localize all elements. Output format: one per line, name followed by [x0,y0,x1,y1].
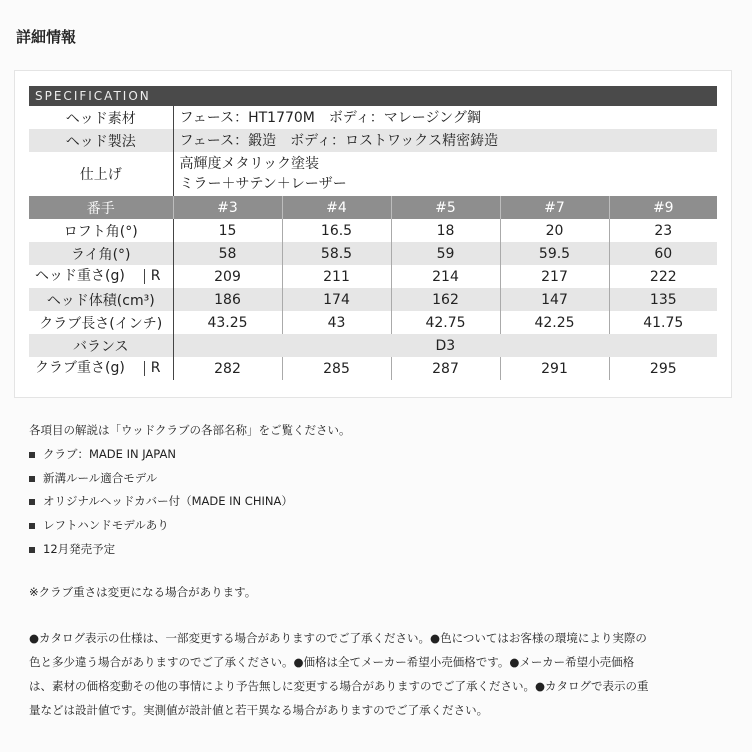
lie-cell: 60 [609,242,717,265]
bullet-item [29,446,176,462]
head-material-label: ヘッド素材 [29,106,173,129]
head-weight-cell: 209 [173,265,282,288]
club-length-cell: 41.75 [643,314,684,331]
loft-cell: 16.5 [282,219,391,242]
club-length-cell: 42.25 [500,311,609,334]
bullet-item [29,517,169,533]
disclaimer-line: ●カタログ表示の仕様は、一部変更する場合がありますのでご了承ください。●色についてはお客様の環境により実際の [29,631,647,645]
number-cell: #9 [609,196,717,219]
bullet-text: クラブ：MADE IN JAPAN [43,447,176,461]
club-length-cell: 42.75 [391,311,500,334]
head-volume-row [29,288,717,311]
page-title: 詳細情報 [16,28,77,46]
balance-value: D3 [173,334,717,357]
head-weight-cell: 211 [282,265,391,288]
head-weight-cell: 214 [391,265,500,288]
head-volume-label: ヘッド体積(cm³) [29,288,173,311]
disclaimer-line: は、素材の価格変動その他の事情により予告無しに変更する場合がありますのでご了承ください。●カタログで表示の重 [29,679,649,693]
balance-label: バランス [29,334,173,357]
bullet-text: 12月発売予定 [43,542,116,556]
head-weight-label-cell [29,265,173,288]
club-weight-suffix: R [150,360,161,376]
club-length-cell: 43.25 [173,311,282,334]
weight-note: ※クラブ重さは変更になる場合があります。 [29,585,257,599]
head-weight-cell: 217 [500,265,609,288]
head-volume-cell: 186 [173,288,282,311]
bullet-text: オリジナルヘッドカバー付（MADE IN CHINA） [43,494,293,508]
head-volume-cell: 135 [609,288,717,311]
loft-cell: 18 [391,219,500,242]
head-material-value: フェース：HT1770M ボディ：マレージング鋼 [179,109,481,126]
square-bullet-icon [29,547,35,553]
number-row [29,196,717,219]
lie-cell: 58.5 [282,242,391,265]
head-method-row [29,129,717,152]
number-cell: #7 [500,196,609,219]
finish-row [29,152,717,196]
lie-label: ライ角(°) [29,242,173,265]
head-weight-label: ヘッド重さ(g) [35,268,125,284]
disclaimer-line: 量などは設計値です。実測値が設計値と若干異なる場合がありますのでご了承ください。 [29,703,489,717]
lie-row [29,242,717,265]
lie-cell: 58 [173,242,282,265]
balance-row [29,334,717,357]
bullet-item [29,541,115,557]
label-divider [144,269,145,284]
number-cell: #3 [173,196,282,219]
loft-cell: 20 [500,219,609,242]
club-weight-cell: 291 [500,357,609,380]
head-volume-cell: 162 [391,288,500,311]
head-weight-cell: 222 [649,268,677,285]
head-weight-suffix: R [150,268,161,284]
club-weight-cell: 282 [173,357,282,380]
square-bullet-icon [29,476,35,482]
finish-line-1: 高輝度メタリック塗装 [179,156,319,172]
head-method-value: フェース：鍛造 ボディ：ロストワックス精密鋳造 [173,129,717,152]
loft-cell: 23 [654,222,673,239]
club-length-cell: 43 [282,311,391,334]
bullet-text: レフトハンドモデルあり [43,518,169,532]
head-volume-cell: 147 [500,288,609,311]
finish-label: 仕上げ [29,152,173,196]
loft-cell: 15 [173,219,282,242]
bullet-item [29,493,293,509]
disclaimer-line: 色と多少違う場合がありますのでご了承ください。●価格は全てメーカー希望小売価格です。●メーカー希望小売価格 [29,655,635,669]
square-bullet-icon [29,523,35,529]
head-volume-cell: 174 [282,288,391,311]
square-bullet-icon [29,499,35,505]
spec-table [29,86,717,380]
head-weight-row [29,265,717,288]
square-bullet-icon [29,452,35,458]
club-weight-label: クラブ重さ(g) [35,360,125,376]
notes-intro: 各項目の解説は「ウッドクラブの各部名称」をご覧ください。 [29,423,351,437]
club-length-row [29,311,717,334]
club-weight-row [29,357,717,380]
club-weight-cell: 295 [649,360,677,377]
number-cell: #4 [282,196,391,219]
lie-cell: 59.5 [500,242,609,265]
club-weight-label-cell [29,357,173,380]
label-divider [144,361,145,376]
finish-value [173,152,717,196]
club-weight-cell: 287 [391,357,500,380]
head-method-label: ヘッド製法 [29,129,173,152]
lie-cell: 59 [391,242,500,265]
loft-label: ロフト角(°) [29,219,173,242]
club-weight-cell: 285 [282,357,391,380]
bullet-item [29,470,157,486]
head-material-row [29,106,717,129]
number-label: 番手 [29,196,173,219]
spec-header-row [29,86,717,106]
bullet-text: 新溝ルール適合モデル [43,471,158,485]
number-cell: #5 [391,196,500,219]
finish-line-2: ミラー＋サテン＋レーザー [179,176,347,192]
spec-header: SPECIFICATION [29,86,717,106]
club-length-label: クラブ長さ(インチ) [29,311,173,334]
loft-row [29,219,717,242]
